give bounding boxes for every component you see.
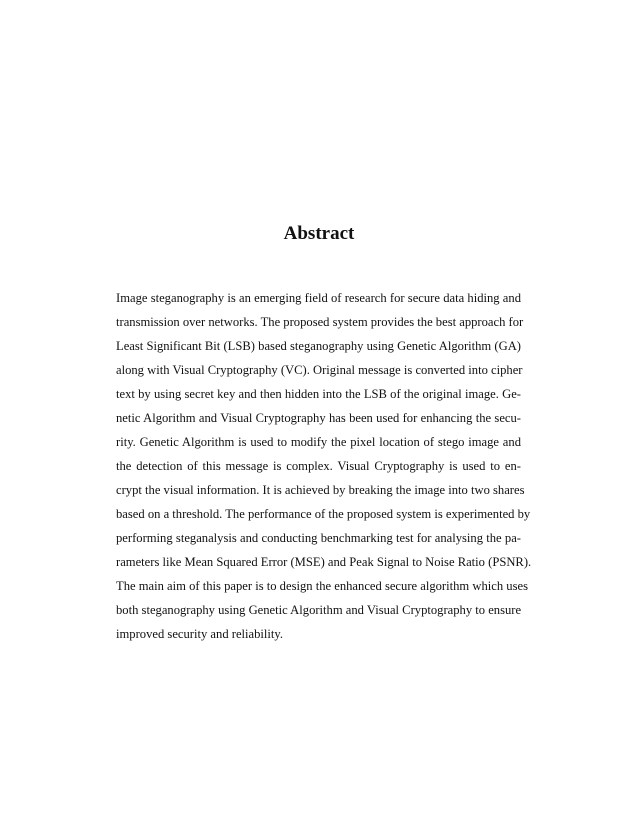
abstract-line: the detection of this message is complex. Visual Cryptography is used to en- [116, 459, 521, 473]
abstract-paragraph [116, 286, 532, 646]
abstract-line: performing steganalysis and conducting benchmarking test for analysing the pa- [116, 531, 521, 545]
abstract-line: along with Visual Cryptography (VC). Original message is converted into cipher [116, 363, 523, 377]
abstract-line: rameters like Mean Squared Error (MSE) and Peak Signal to Noise Ratio (PSNR). [116, 555, 532, 569]
abstract-line: rity. Genetic Algorithm is used to modify the pixel location of stego image and [116, 435, 521, 449]
abstract-heading: Abstract [283, 223, 355, 244]
abstract-line: netic Algorithm and Visual Cryptography has been used for enhancing the secu- [116, 411, 521, 425]
abstract-line: based on a threshold. The performance of the proposed system is experimented by [116, 507, 531, 521]
abstract-line: Least Significant Bit (LSB) based steganography using Genetic Algorithm (GA) [116, 339, 521, 353]
abstract-line: The main aim of this paper is to design the enhanced secure algorithm which uses [116, 579, 528, 593]
abstract-line: transmission over networks. The proposed system provides the best approach for [116, 315, 524, 329]
abstract-line: crypt the visual information. It is achieved by breaking the image into two shares [116, 483, 525, 497]
abstract-line: Image steganography is an emerging field of research for secure data hiding and [116, 291, 521, 305]
abstract-line: text by using secret key and then hidden into the LSB of the original image. Ge- [116, 387, 521, 401]
abstract-line-last: improved security and reliability. [116, 627, 284, 641]
abstract-line: both steganography using Genetic Algorithm and Visual Cryptography to ensure [116, 603, 522, 617]
